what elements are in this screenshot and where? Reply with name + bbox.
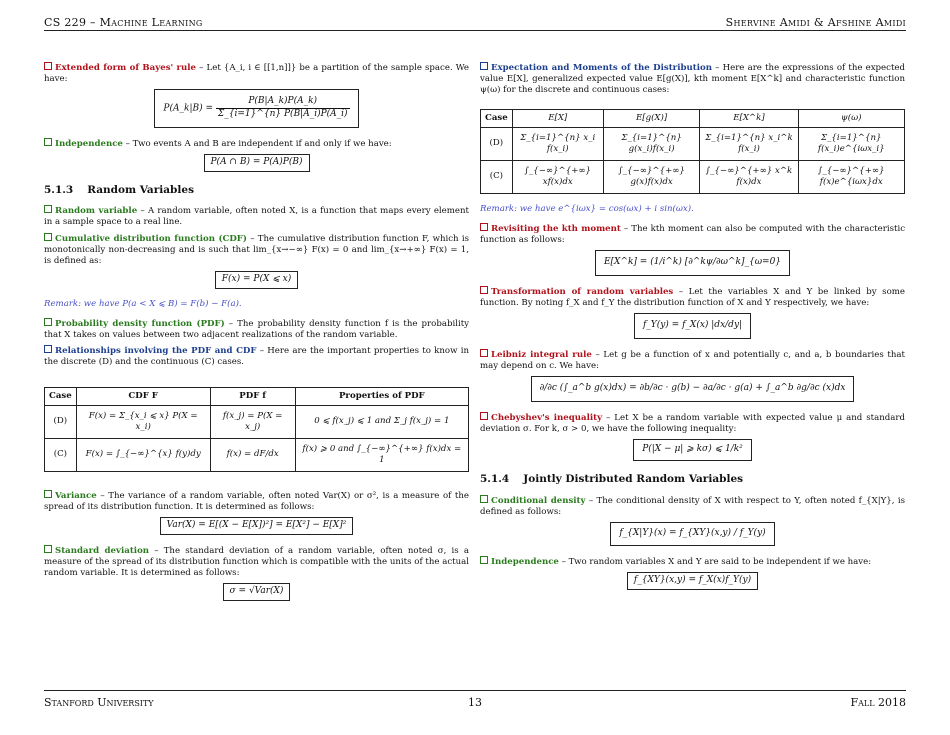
- table-cell: F(x) = ∫_{−∞}^{x} f(y)dy: [76, 438, 210, 471]
- chebyshev-text: – Let X be a random variable with expected value μ and standard deviation σ. For k, σ > 0, we have the following inequality:: [480, 412, 905, 435]
- table-header: Properties of PDF: [295, 387, 468, 405]
- remark-euler: Remark: we have e^{iωx} = cos(ωx) + i sin(ωx).: [480, 203, 694, 214]
- bullet-square-icon: [480, 223, 488, 231]
- bullet-square-icon: [44, 545, 52, 553]
- page-header: [44, 16, 906, 31]
- independence-paragraph: [44, 138, 469, 150]
- table-row: [45, 405, 469, 438]
- moments-table: [480, 109, 905, 194]
- left-column: [44, 62, 469, 611]
- bullet-square-icon: [44, 138, 52, 146]
- footer-university: Stanford University: [44, 696, 154, 709]
- std-formula: σ = √Var(X): [223, 583, 291, 601]
- table-row: [481, 127, 905, 160]
- relationships-title: Relationships involving the PDF and CDF: [55, 346, 257, 357]
- bayes-denominator: Σ_{i=1}^{n} P(B|A_i)P(A_i): [217, 109, 348, 120]
- expectation-paragraph: [480, 62, 905, 97]
- relationships-text: – Here are the important properties to know in the discrete (D) and the continuous (C) cases.: [44, 346, 469, 368]
- table-header: E[X^k]: [700, 109, 798, 127]
- leibniz-paragraph: [480, 349, 905, 372]
- table-cell: Σ_{i=1}^{n} g(x_i)f(x_i): [603, 127, 700, 160]
- table-row: [481, 160, 905, 193]
- section-title: Jointly Distributed Random Variables: [523, 472, 744, 485]
- table-cell: ∫_{−∞}^{+∞} x^k f(x)dx: [700, 160, 798, 193]
- table-header: CDF F: [76, 387, 210, 405]
- std-title: Standard deviation: [55, 545, 150, 556]
- table-cell: (C): [481, 160, 513, 193]
- kth-moment-paragraph: [480, 223, 905, 246]
- table-cell: Σ_{i=1}^{n} x_i^k f(x_i): [700, 127, 798, 160]
- bullet-square-icon: [480, 62, 488, 70]
- transformation-title: Transformation of random variables: [491, 286, 674, 297]
- bayes-numerator: P(B|A_k)P(A_k): [216, 96, 350, 109]
- section-title: Random Variables: [87, 183, 194, 196]
- bullet-square-icon: [480, 556, 488, 564]
- table-header: ψ(ω): [798, 109, 905, 127]
- expectation-text: – Here are the expressions of the expected value E[X], generalized expected value E[g(X)], kth moment E[X^k] and characteristic function ψ(ω) for the discrete and continuous cases:: [480, 63, 906, 96]
- pdf-title: Probability density function (PDF): [55, 318, 225, 329]
- independence-title: Independence: [55, 138, 123, 149]
- variance-paragraph: [44, 490, 469, 513]
- relationships-paragraph: [44, 345, 469, 368]
- footer-term: Fall 2018: [850, 696, 906, 709]
- leibniz-title: Leibniz integral rule: [491, 349, 592, 360]
- cdf-formula: F(x) = P(X ⩽ x): [215, 271, 298, 289]
- section-number: 5.1.4: [480, 472, 510, 485]
- bullet-square-icon: [44, 233, 52, 241]
- bayes-lhs: P(A_k|B) =: [163, 104, 214, 115]
- transformation-paragraph: [480, 286, 905, 309]
- std-paragraph: [44, 545, 469, 580]
- chebyshev-paragraph: [480, 412, 905, 435]
- table-header-row: [481, 109, 905, 127]
- section-heading-joint: [480, 473, 905, 487]
- independence2-text: – Two random variables X and Y are said to be independent if we have:: [558, 556, 872, 567]
- kth-text: – The kth moment can also be computed with the characteristic function as follows:: [480, 223, 906, 246]
- conditional-text: – The conditional density of X with respect to Y, often noted f_{X|Y}, is defined as follows:: [480, 495, 905, 517]
- bullet-square-icon: [480, 286, 488, 294]
- independence2-title: Independence: [491, 556, 559, 567]
- bullet-square-icon: [480, 495, 488, 503]
- pdf-paragraph: [44, 318, 469, 341]
- right-column: [480, 62, 905, 590]
- bullet-square-icon: [44, 345, 52, 353]
- transformation-text: – Let the variables X and Y be linked by some function. By noting f_X and f_Y the distribution function of X and Y respectively, we have:: [480, 286, 905, 309]
- variance-formula: Var(X) = E[(X − E[X])²] = E[X²] − E[X]²: [160, 517, 354, 535]
- table-cell: F(x) = Σ_{x_i ⩽ x} P(X = x_i): [76, 405, 210, 438]
- chebyshev-formula: P(|X − μ| ⩾ kσ) ⩽ 1/k²: [633, 439, 752, 461]
- conditional-title: Conditional density: [491, 495, 586, 506]
- cdf-paragraph: [44, 233, 469, 268]
- bayes-paragraph: [44, 62, 469, 85]
- bayes-title: Extended form of Bayes' rule: [55, 63, 197, 73]
- bullet-square-icon: [480, 349, 488, 357]
- table-cell: ∫_{−∞}^{+∞} f(x)e^{iωx}dx: [798, 160, 905, 193]
- conditional-paragraph: [480, 495, 905, 518]
- bullet-square-icon: [44, 62, 52, 70]
- random-variable-text: – A random variable, often noted X, is a function that maps every element in a sample space to a real line.: [44, 206, 469, 228]
- variance-text: – The variance of a random variable, often noted Var(X) or σ², is a measure of the spread of its distribution function. It is determined as follows:: [44, 490, 469, 512]
- table-header: Case: [45, 387, 77, 405]
- table-cell: (C): [45, 438, 77, 471]
- bayes-formula: [44, 89, 469, 127]
- table-header: E[g(X)]: [603, 109, 700, 127]
- table-row: [45, 438, 469, 471]
- table-cell: f(x_j) = P(X = x_j): [210, 405, 295, 438]
- kth-title: Revisiting the kth moment: [491, 223, 621, 234]
- std-text: – The standard deviation of a random variable, often noted σ, is a measure of the spread of its distribution function which is compatible with the units of the actual random variable. It is determined as follows:: [44, 545, 469, 579]
- table-cell: Σ_{i=1}^{n} f(x_i)e^{iωx_i}: [798, 127, 905, 160]
- conditional-formula: f_{X|Y}(x) = f_{XY}(x,y) / f_Y(y): [610, 522, 774, 546]
- cdf-title: Cumulative distribution function (CDF): [55, 233, 247, 244]
- kth-formula: E[X^k] = (1/i^k) [∂^kψ/∂ω^k]_{ω=0}: [595, 250, 790, 276]
- independence2-paragraph: [480, 556, 905, 568]
- page-number: 13: [468, 696, 482, 709]
- table-cell: Σ_{i=1}^{n} x_i f(x_i): [512, 127, 603, 160]
- cdf-text: – The cumulative distribution function F, which is monotonically non-decreasing and is such that lim_{x→−∞} F(x) = 0 and lim_{x→+∞} F(x) = 1, is defined as:: [44, 233, 469, 266]
- independence-text: – Two events A and B are independent if and only if we have:: [122, 138, 392, 149]
- section-heading-random-variables: [44, 184, 469, 198]
- pdf-cdf-table: [44, 387, 469, 472]
- table-header: PDF f: [210, 387, 295, 405]
- table-cell: 0 ⩽ f(x_j) ⩽ 1 and Σ_j f(x_j) = 1: [295, 405, 468, 438]
- section-number: 5.1.3: [44, 183, 74, 196]
- independence2-formula: f_{XY}(x,y) = f_X(x)f_Y(y): [627, 572, 758, 590]
- course-title: CS 229 – Machine Learning: [44, 16, 203, 29]
- pdf-text: – The probability density function f is the probability that X takes on values between two adjacent realizations of the random variable.: [44, 318, 469, 341]
- leibniz-formula: ∂/∂c (∫_a^b g(x)dx) = ∂b/∂c · g(b) − ∂a/∂c · g(a) + ∫_a^b ∂g/∂c (x)dx: [531, 376, 855, 402]
- bullet-square-icon: [44, 205, 52, 213]
- bullet-square-icon: [44, 490, 52, 498]
- independence-formula: P(A ∩ B) = P(A)P(B): [204, 154, 310, 172]
- chebyshev-title: Chebyshev's inequality: [491, 412, 603, 423]
- table-header-row: [45, 387, 469, 405]
- variance-title: Variance: [55, 490, 97, 501]
- authors: Shervine Amidi & Afshine Amidi: [725, 16, 906, 29]
- table-cell: f(x) ⩾ 0 and ∫_{−∞}^{+∞} f(x)dx = 1: [295, 438, 468, 471]
- page-footer: [44, 690, 906, 711]
- table-cell: ∫_{−∞}^{+∞} xf(x)dx: [512, 160, 603, 193]
- bullet-square-icon: [480, 412, 488, 420]
- expectation-title: Expectation and Moments of the Distribution: [491, 63, 712, 73]
- bayes-text: – Let {A_i, i ∈ [[1,n]]} be a partition of the sample space. We have:: [44, 63, 469, 85]
- table-cell: ∫_{−∞}^{+∞} g(x)f(x)dx: [603, 160, 700, 193]
- random-variable-paragraph: [44, 205, 469, 228]
- table-cell: (D): [481, 127, 513, 160]
- table-header: E[X]: [512, 109, 603, 127]
- remark-cdf: Remark: we have P(a < X ⩽ B) = F(b) − F(a).: [44, 298, 242, 309]
- leibniz-text: – Let g be a function of x and potentially c, and a, b boundaries that may depend on c. We have:: [480, 349, 905, 372]
- table-cell: (D): [45, 405, 77, 438]
- table-header: Case: [481, 109, 513, 127]
- bullet-square-icon: [44, 318, 52, 326]
- random-variable-title: Random variable: [55, 206, 138, 217]
- transformation-formula: f_Y(y) = f_X(x) |dx/dy|: [634, 313, 751, 339]
- table-cell: f(x) = dF/dx: [210, 438, 295, 471]
